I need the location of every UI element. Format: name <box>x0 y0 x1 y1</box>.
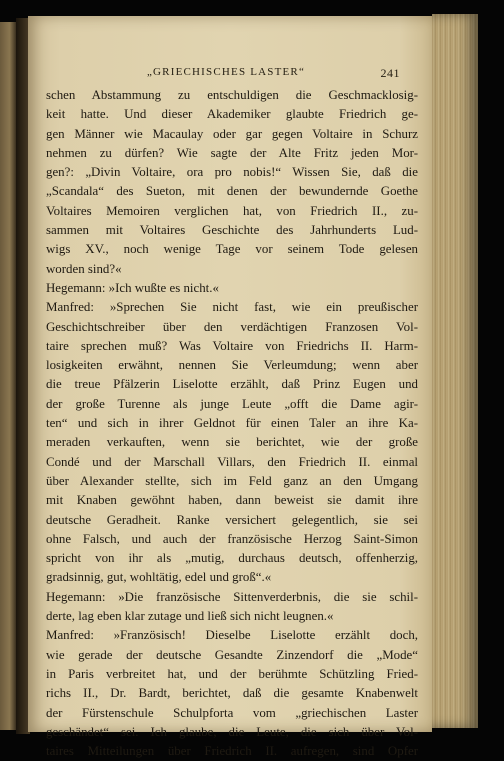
previous-page-edge <box>0 22 16 730</box>
text-line: nehmen zu dürfen? Wie sagte der Alte Fritz jeden Mor- <box>46 145 418 160</box>
text-line: Manfred: »Französisch! Dieselbe Liselotte erzählt doch, <box>46 628 418 643</box>
text-line: Condé und der Marschall Villars, den Friedrich II. einmal <box>46 454 418 469</box>
text-line: Hegemann: »Ich wußte es nicht.« <box>46 280 219 295</box>
text-line: ten“ und sich in ihrer Geldnot für einen Taler an ihre Ka- <box>46 416 418 431</box>
text-line: über Alexander stellte, sich im Feld ganz an den Umgang <box>46 473 418 488</box>
text-line: taires Mitteilungen über Friedrich II. aufregen, sind Opfer <box>46 744 418 759</box>
text-line: der große Turenne als junge Leute „offt die Dame agir- <box>46 396 418 411</box>
text-line: spricht von ihr als „mutig, durchaus deutsch, offenherzig, <box>46 551 418 566</box>
text-line: Manfred: »Sprechen Sie nicht fast, wie ein preußischer <box>46 300 418 315</box>
text-line: „Scandala“ des Sueton, mit denen der bewundernde Goethe <box>46 184 418 199</box>
text-line: wigs XV., noch wenige Tage vor seinem Tode gelesen <box>46 242 418 257</box>
text-line: worden sind?« <box>46 261 122 276</box>
text-line: sammen mit Voltaires Geschichte des Jahrhunderts Lud- <box>46 223 418 238</box>
body-text <box>46 86 418 761</box>
text-line: Geschichtschreiber über den verdächtigen Franzosen Vol- <box>46 319 418 334</box>
page-number: 241 <box>380 66 400 80</box>
text-line: die treue Pfälzerin Liselotte erzählt, daß Prinz Eugen und <box>46 377 418 392</box>
text-line: ohne Falsch, und auch der französische Herzog Saint-Simon <box>46 531 418 546</box>
text-line: gradsinnig, gut, wohltätig, edel und groß“.« <box>46 570 272 585</box>
running-head <box>58 66 418 82</box>
text-line: mit Knaben gewöhnt haben, dann beweist sie damit ihre <box>46 493 418 508</box>
text-line: losigkeiten erwähnt, nennen Sie Verleumdung; wenn aber <box>46 358 418 373</box>
text-line: richs II., Dr. Bardt, berichtet, daß die gesamte Knabenwelt <box>46 686 418 701</box>
text-line: Voltaires Memoiren verglichen hat, von Friedrich II., zu- <box>46 203 418 218</box>
text-line: wie gerade der deutsche Gesandte Zinzendorf die „Mode“ <box>46 647 418 662</box>
text-line: geschändet“ sei. Ich glaube, die Leute, die sich über Vol- <box>46 724 418 739</box>
text-line: schen Abstammung zu entschuldigen die Geschmacklosig- <box>46 88 418 102</box>
text-line: Hegemann: »Die französische Sittenverderbnis, die sie schil- <box>46 589 418 604</box>
text-line: gen Männer wie Macaulay oder gar gegen Voltaire in Schurz <box>46 126 418 141</box>
text-line: meraden verkauften, wenn sie berichtet, wie der große <box>46 435 418 450</box>
book-page <box>28 16 432 759</box>
text-line: deutsche Geradheit. Ranke versichert gelegentlich, sie sei <box>46 512 418 527</box>
text-line: derte, lag eben klar zutage und ließ sich nicht leugnen.« <box>46 609 334 624</box>
running-title: „GRIECHISCHES LASTER“ <box>146 66 306 78</box>
text-line: in Paris verbreitet hat, und der berühmte Schützling Fried- <box>46 666 418 681</box>
text-line: taire sprechen muß? Was Voltaire von Friedrichs II. Harm- <box>46 338 418 353</box>
page-stack-edge <box>432 14 478 728</box>
text-line: der Fürstenschule Schulpforta vom „griechischen Laster <box>46 705 418 720</box>
text-line: keit hatte. Und dieser Akademiker glaubte Friedrich ge- <box>46 107 418 122</box>
text-line: gen?: „Divin Voltaire, ora pro nobis!“ Wissen Sie, daß die <box>46 165 418 180</box>
